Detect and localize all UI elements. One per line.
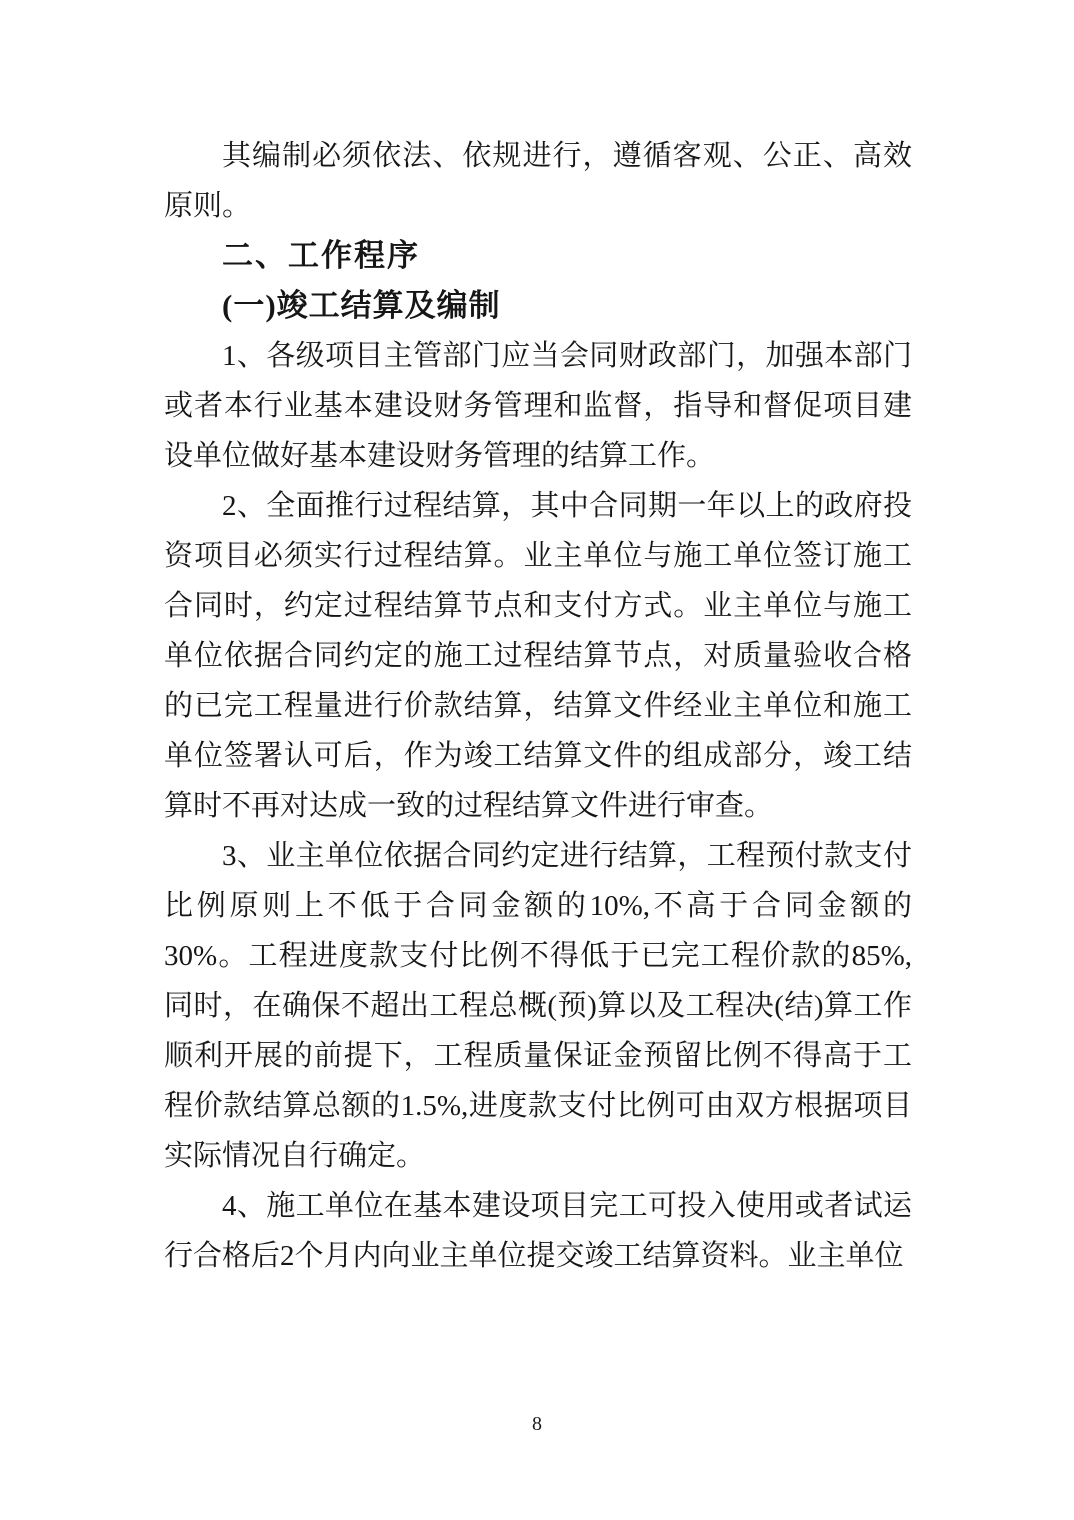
paragraph-item-4: 4、施工单位在基本建设项目完工可投入使用或者试运行合格后2个月内向业主单位提交竣工结算资料。业主单位 <box>164 1190 912 1272</box>
paragraph-continuation: 其编制必须依法、依规进行，遵循客观、公正、高效原则。 <box>164 140 912 222</box>
document-content <box>164 131 912 1281</box>
paragraph-item-2: 2、全面推行过程结算，其中合同期一年以上的政府投资项目必须实行过程结算。业主单位与施工单位签订施工合同时，约定过程结算节点和支付方式。业主单位与施工单位依据合同约定的施工过程结算节点，对质量验收合格的已完工程量进行价款结算，结算文件经业主单位和施工单位签署认可后，作为竣工结算文件的组成部分，竣工结算时不再对达成一致的过程结算文件进行审查。 <box>164 490 912 822</box>
paragraph-item-3: 3、业主单位依据合同约定进行结算，工程预付款支付比例原则上不低于合同金额的10%,不高于合同金额的30%。工程进度款支付比例不得低于已完工程价款的85%,同时，在确保不超出工程总概(预)算以及工程决(结)算工作顺利开展的前提下，工程质量保证金预留比例不得高于工程价款结算总额的1.5%,进度款支付比例可由双方根据项目实际情况自行确定。 <box>164 840 912 1172</box>
page-number: 8 <box>532 1413 542 1435</box>
subsection-heading-completion-settlement: (一)竣工结算及编制 <box>222 288 501 323</box>
paragraph-item-1: 1、各级项目主管部门应当会同财政部门，加强本部门或者本行业基本建设财务管理和监督，指导和督促项目建设单位做好基本建设财务管理的结算工作。 <box>164 340 912 472</box>
section-heading-work-procedure: 二、工作程序 <box>222 238 420 273</box>
